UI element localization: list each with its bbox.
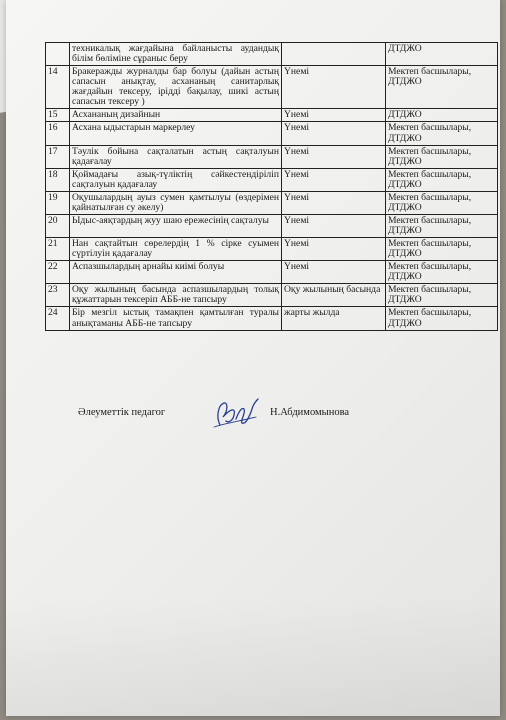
responsible-cell: Мектеп басшылары, ДТДЖО [386,284,498,307]
timing-cell [282,43,386,66]
responsible-cell: ДТДЖО [386,43,498,66]
timing-cell: Үнемі [282,145,386,168]
responsible-cell: Мектеп басшылары, ДТДЖО [386,191,498,214]
plan-table-body [46,43,498,331]
table-row [46,145,498,168]
activity-cell: Аспазшылардың арнайы киімі болуы [70,261,282,284]
timing-cell: Оқу жылының басында [282,284,386,307]
activity-cell: Ыдыс-аяқтардың жуу шаю ережесінің сақталуы [70,214,282,237]
signature-block [78,407,378,431]
row-number-cell: 19 [46,191,70,214]
handwritten-signature [206,397,266,431]
row-number-cell: 22 [46,261,70,284]
table-row [46,122,498,145]
row-number-cell: 16 [46,122,70,145]
responsible-cell: ДТДЖО [386,109,498,122]
row-number-cell [46,43,70,66]
row-number-cell: 21 [46,238,70,261]
table-row [46,238,498,261]
activity-cell: Оқушылардың ауыз сумен қамтылуы (өздерімен қайнатылған су әкелу) [70,191,282,214]
responsible-cell: Мектеп басшылары, ДТДЖО [386,168,498,191]
timing-cell: Үнемі [282,109,386,122]
row-number-cell: 23 [46,284,70,307]
responsible-cell: Мектеп басшылары, ДТДЖО [386,307,498,330]
timing-cell: жарты жылда [282,307,386,330]
table-row [46,66,498,109]
activity-cell: Тәулік бойына сақталатын астың сақталуын қадағалау [70,145,282,168]
activity-cell: Оқу жылының басында аспазшылардың толық құжаттарын тексерiп АББ-не тапсыру [70,284,282,307]
timing-cell: Үнемі [282,66,386,109]
activity-cell: Асхананың дизайнын [70,109,282,122]
table-row [46,43,498,66]
table-row [46,284,498,307]
activity-cell: техникалық жағдайына байланысты аудандық білім бөліміне сұраныс беру [70,43,282,66]
row-number-cell: 15 [46,109,70,122]
timing-cell: Үнемі [282,168,386,191]
row-number-cell: 24 [46,307,70,330]
table-row [46,307,498,330]
responsible-cell: Мектеп басшылары, ДТДЖО [386,122,498,145]
timing-cell: Үнемі [282,122,386,145]
timing-cell: Үнемі [282,261,386,284]
responsible-cell: Мектеп басшылары, ДТДЖО [386,238,498,261]
row-number-cell: 18 [46,168,70,191]
activity-cell: Бракеражды журналды бар болуы (дайын астың сапасын анықтау, асхананың санитарлық жағдайын тексеру, ірідді бақылау, шикі астың сапасын тексеру ) [70,66,282,109]
signatory-name: Н.Абдимомынова [270,407,350,418]
responsible-cell: Мектеп басшылары, ДТДЖО [386,214,498,237]
signatory-title: Әлеуметтік педагог [78,407,166,418]
row-number-cell: 14 [46,66,70,109]
plan-table [45,42,498,331]
activity-cell: Бір мезгіл ыстық тамақпен қамтылған туралы анықтаманы АББ-не тапсыру [70,307,282,330]
row-number-cell: 17 [46,145,70,168]
table-row [46,214,498,237]
table-row [46,168,498,191]
timing-cell: Үнемі [282,191,386,214]
timing-cell: Үнемі [282,238,386,261]
activity-cell: Нан сақтайтын сөрелердің 1 % сірке суымен сүртілуін қадағалау [70,238,282,261]
responsible-cell: Мектеп басшылары, ДТДЖО [386,66,498,109]
table-row [46,261,498,284]
activity-cell: Асхана ыдыстарын маркерлеу [70,122,282,145]
table-row [46,109,498,122]
document-page [6,0,500,716]
responsible-cell: Мектеп басшылары, ДТДЖО [386,261,498,284]
table-row [46,191,498,214]
responsible-cell: Мектеп басшылары, ДТДЖО [386,145,498,168]
row-number-cell: 20 [46,214,70,237]
timing-cell: Үнемі [282,214,386,237]
activity-cell: Қоймадағы азық-түліктің сәйкестендіріліп сақталуын қадағалау [70,168,282,191]
